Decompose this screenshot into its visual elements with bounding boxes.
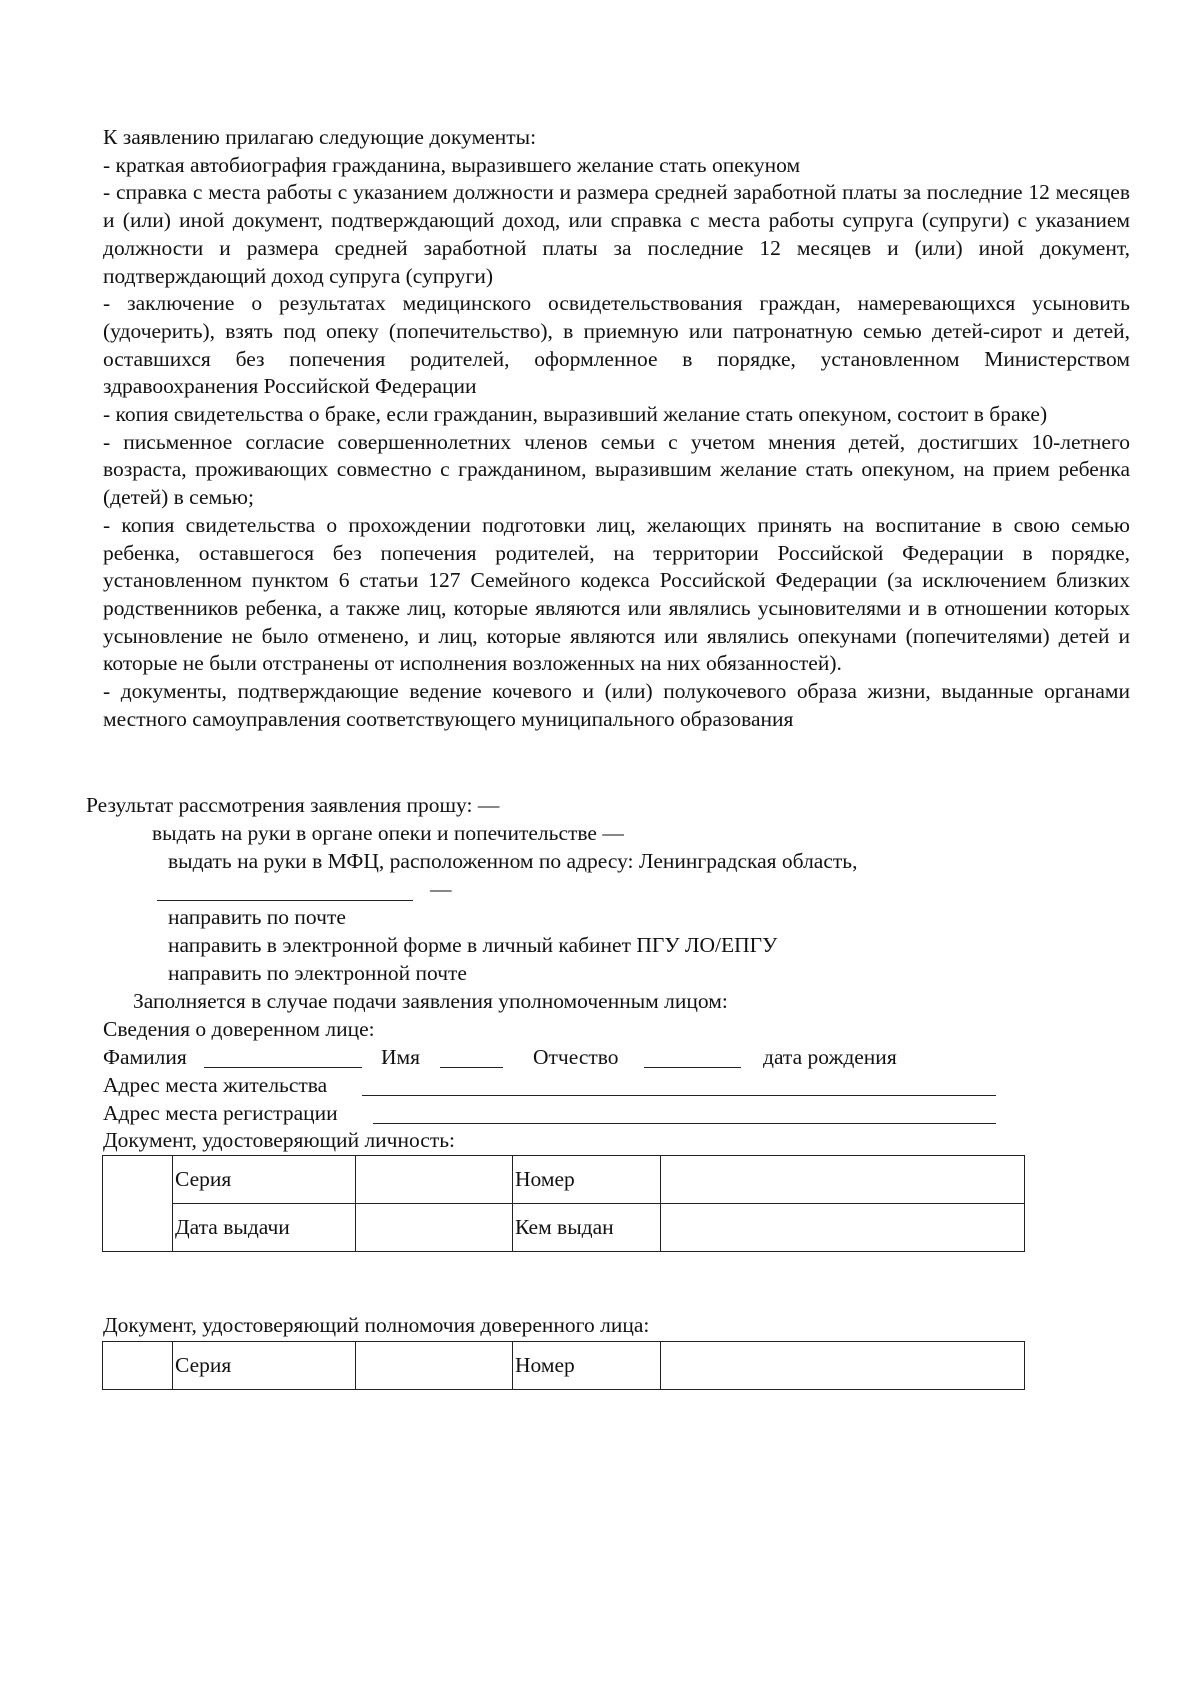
series-value-cell[interactable] [356,1342,513,1390]
series-label-cell: Серия [173,1342,356,1390]
table-blank-cell [103,1156,173,1252]
table-row [103,1156,1025,1204]
option-pgu-cabinet[interactable]: направить в электронной форме в личный кабинет ПГУ ЛО/ЕПГУ [168,933,778,957]
attached-documents-heading: К заявлению прилагаю следующие документы: [103,125,537,149]
proxy-info-heading: Сведения о доверенном лице: [103,1017,375,1041]
registration-address-field[interactable] [373,1123,996,1124]
table-row [103,1342,1025,1390]
document-item-training-certificate: - копия свидетельства о прохождении подготовки лиц, желающих принять на воспитание в свою семью ребенка, оставшегося без попечения родителей, на территории Российской Федерации в порядке, установленном пунктом 6 статьи 127 Семейного кодекса Российской Федерации (за исключением близких родственников ребенка, а также лиц, которые являются или являлись усыновителями и в отношении которых усыновление не было отменено, и лиц, которые являются или являлись опекунами (попечителями) детей и которые не были отстранены от исполнения возложенных на них обязанностей). [103,512,1130,676]
proxy-name-row [103,1044,1103,1071]
issue-date-label-cell: Дата выдачи [173,1204,356,1252]
proxy-fill-note: Заполняется в случае подачи заявления уполномоченным лицом: [133,989,728,1013]
patronymic-label: Отчество [533,1045,619,1069]
residence-address-field[interactable] [362,1095,996,1096]
document-item-nomadic-lifestyle: - документы, подтверждающие ведение кочевого и (или) полукочевого образа жизни, выданные органами местного самоуправления соответствующего муниципального образования [103,679,1130,731]
series-value-cell[interactable] [356,1156,513,1204]
table-blank-cell [103,1342,173,1390]
name-field[interactable] [440,1067,503,1068]
result-heading: Результат рассмотрения заявления прошу: — [86,793,500,817]
residence-address-row [103,1072,1103,1099]
mfc-address-line[interactable] [157,900,413,901]
registration-address-row [103,1100,1103,1127]
option-guardianship-office[interactable]: выдать на руки в органе опеки и попечительстве — [152,821,624,845]
issued-by-label-cell: Кем выдан [513,1204,661,1252]
issue-date-value-cell[interactable] [356,1204,513,1252]
identity-doc-heading: Документ, удостоверяющий личность: [103,1128,455,1152]
surname-field[interactable] [204,1067,362,1068]
residence-address-label: Адрес места жительства [103,1073,328,1097]
birthdate-label: дата рождения [763,1045,897,1069]
document-item-marriage-certificate: - копия свидетельства о браке, если гражданин, выразивший желание стать опекуном, состоит в браке) [103,402,1048,427]
identity-doc-table [102,1155,1025,1252]
issued-by-value-cell[interactable] [661,1204,1025,1252]
number-label-cell: Номер [513,1342,661,1390]
attached-documents-section [103,124,1130,733]
option-email[interactable]: направить по электронной почте [168,961,467,985]
table-row [103,1204,1025,1252]
number-value-cell[interactable] [661,1156,1025,1204]
authority-doc-heading: Документ, удостоверяющий полномочия доверенного лица: [103,1313,650,1337]
registration-address-label: Адрес места регистрации [103,1101,338,1125]
option-mfc[interactable]: выдать на руки в МФЦ, расположенном по адресу: Ленинградская область, [168,849,858,873]
mfc-dash: — [430,877,452,901]
name-label: Имя [381,1045,421,1069]
document-item-autobiography: - краткая автобиография гражданина, выразившего желание стать опекуном [103,152,801,177]
document-item-family-consent: - письменное согласие совершеннолетних членов семьи с учетом мнения детей, достигших 10-летнего возраста, проживающих совместно с гражданином, выразившим желание стать опекуном, на прием ребенка (детей) в семью; [103,429,1130,510]
series-label-cell: Серия [173,1156,356,1204]
surname-label: Фамилия [103,1045,187,1069]
document-item-medical-report: - заключение о результатах медицинского освидетельствования граждан, намеревающихся усыновить (удочерить), взять под опеку (попечительство), в приемную или патронатную семью детей-сирот и детей, оставшихся без попечения родителей, оформленное в порядке, установленном Министерством здравоохранения Российской Федерации [103,291,1130,399]
number-value-cell[interactable] [661,1342,1025,1390]
option-post[interactable]: направить по почте [168,905,346,929]
patronymic-field[interactable] [644,1067,741,1068]
authority-doc-table [102,1341,1025,1390]
number-label-cell: Номер [513,1156,661,1204]
document-item-income-certificate: - справка с места работы с указанием должности и размера средней заработной платы за последние 12 месяцев и (или) иной документ, подтверждающий доход, или справка с места работы супруга (супруги) с указанием должности и размера средней заработной платы за последние 12 месяцев и (или) иной документ, подтверждающий доход супруга (супруги) [103,180,1130,288]
